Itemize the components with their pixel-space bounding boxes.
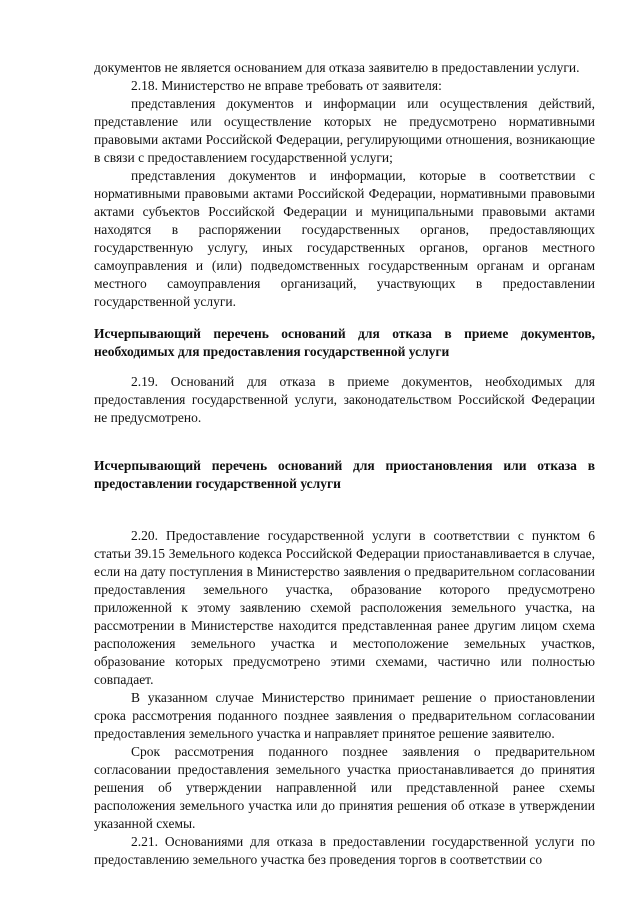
spacer <box>94 361 595 373</box>
paragraph-2-21: 2.21. Основаниями для отказа в предоставлении государственной услуги по предоставлению земельного участка без проведения торгов в соответствии со <box>94 834 595 867</box>
section-heading-refusal-documents: Исчерпывающий перечень оснований для отказа в приеме документов, необходимых для предоставления государственной услуги <box>94 326 595 359</box>
section-heading-suspension-refusal: Исчерпывающий перечень оснований для приостановления или отказа в предоставлении государственной услуги <box>94 458 595 491</box>
spacer <box>94 493 595 527</box>
paragraph-2-19: 2.19. Оснований для отказа в приеме документов, необходимых для предоставления государственной услуги, законодательством Российской Федерации не предусмотрено. <box>94 374 595 425</box>
paragraph-continuation: документов не является основанием для отказа заявителю в предоставлении услуги. <box>94 60 580 75</box>
document-page <box>94 59 595 869</box>
paragraph-2-20-decision: В указанном случае Министерство принимает решение о приостановлении срока рассмотрения поданного позднее заявления о предварительном согласовании предоставления земельного участка и направляет принятое решение заявителю. <box>94 690 595 741</box>
paragraph-2-18: 2.18. Министерство не вправе требовать от заявителя: <box>131 78 442 93</box>
spacer <box>94 427 595 457</box>
paragraph-2-20: 2.20. Предоставление государственной услуги в соответствии с пунктом 6 статьи 39.15 Земельного кодекса Российской Федерации приостанавливается в случае, если на дату поступления в Министерство заявления о предварительном согласовании предоставления земельного участка, образование которого предусмотрено приложенной к этому заявлению схемой расположения земельного участка, на рассмотрении в Министерстве находится представленная ранее другим лицом схема расположения земельного участка и местоположение земельных участков, образование которых предусмотрено этими схемами, частично или полностью совпадает. <box>94 528 595 687</box>
paragraph-2-18-item-1: представления документов и информации или осуществления действий, представление или осуществление которых не предусмотрено нормативными правовыми актами Российской Федерации, регулирующими отношения, возникающие в связи с предоставлением государственной услуги; <box>94 96 595 165</box>
paragraph-2-20-term: Срок рассмотрения поданного позднее заявления о предварительном согласовании предоставления земельного участка приостанавливается до принятия решения об утверждении направленной или представленной ранее схемы расположения земельного участка или до принятия решения об отказе в утверждении указанной схемы. <box>94 744 595 831</box>
paragraph-2-18-item-2: представления документов и информации, которые в соответствии с нормативными правовыми актами Российской Федерации, нормативными правовыми актами субъектов Российской Федерации и муниципальными правовыми актами находятся в распоряжении государственных органов, предоставляющих государственную услугу, иных государственных органов, органов местного самоуправления и (или) подведомственных государственным органам и органам местного самоуправления организаций, участвующих в предоставлении государственной услуги. <box>94 168 595 309</box>
spacer <box>94 311 595 325</box>
